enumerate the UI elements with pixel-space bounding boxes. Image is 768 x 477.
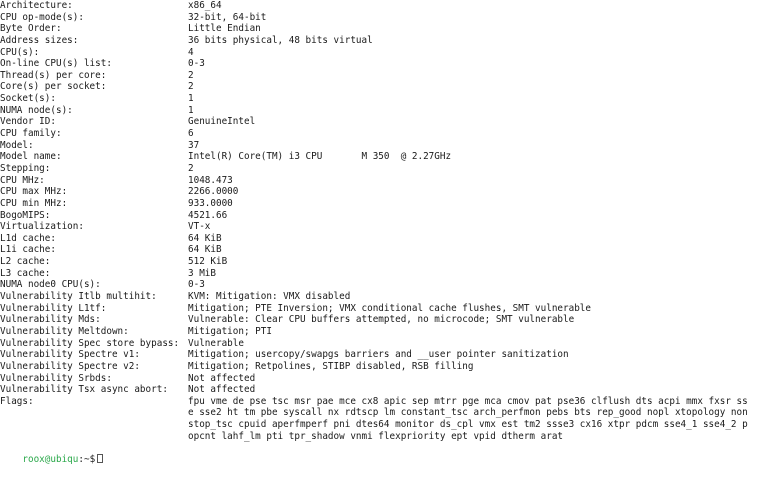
- output-row: [0, 58, 768, 70]
- row-key: Architecture:: [0, 0, 73, 11]
- output-row: [0, 244, 768, 256]
- row-value: 64 KiB: [188, 232, 222, 244]
- output-row: [0, 396, 768, 408]
- row-value: 512 KiB: [188, 256, 228, 268]
- row-value: Vulnerable: [188, 337, 244, 349]
- flags-continuation-line: opcnt lahf_lm pti tpr_shadow vnmi flexpriority ept vpid dtherm arat: [188, 430, 564, 442]
- row-value: 37: [188, 139, 200, 151]
- row-value: 6: [188, 128, 194, 140]
- output-row: [0, 81, 768, 93]
- row-value: VT-x: [188, 221, 211, 233]
- row-key: L2 cache:: [0, 256, 51, 268]
- output-row: [0, 314, 768, 326]
- row-key: Stepping:: [0, 162, 51, 174]
- row-key: L3 cache:: [0, 267, 51, 279]
- row-value: Mitigation; PTI: [188, 325, 272, 337]
- row-key: L1i cache:: [0, 244, 56, 256]
- row-value: Vulnerable: Clear CPU buffers attempted, no microcode; SMT vulnerable: [188, 314, 575, 326]
- row-value: Mitigation; usercopy/swapgs barriers and __user pointer sanitization: [188, 349, 569, 361]
- row-key: Flags:: [0, 395, 34, 407]
- row-key: CPU(s):: [0, 46, 40, 58]
- row-value: 2266.0000: [188, 186, 239, 198]
- output-row: [0, 279, 768, 291]
- row-value: Not affected: [188, 384, 256, 396]
- row-value: 4: [188, 46, 194, 58]
- flags-continuation-line: stop_tsc cpuid aperfmperf pni dtes64 monitor ds_cpl vmx est tm2 ssse3 cx16 xtpr pdcm sse4_1 sse4_2 p: [188, 419, 748, 431]
- row-key: BogoMIPS:: [0, 209, 51, 221]
- flags-continuation: [0, 407, 768, 442]
- row-value: 1: [188, 93, 194, 105]
- row-key: On-line CPU(s) list:: [0, 58, 112, 70]
- output-row: [0, 116, 768, 128]
- prompt-symbol: :~$: [78, 454, 96, 465]
- row-key: CPU MHz:: [0, 174, 45, 186]
- output-row: [0, 256, 768, 268]
- row-key: Thread(s) per core:: [0, 69, 107, 81]
- output-row: [0, 349, 768, 361]
- shell-prompt[interactable]: [0, 442, 768, 465]
- row-value: 0-3: [188, 58, 205, 70]
- output-row: [0, 47, 768, 59]
- row-value: 64 KiB: [188, 244, 222, 256]
- output-row: [0, 93, 768, 105]
- row-value: 1: [188, 104, 194, 116]
- output-row: [0, 268, 768, 280]
- output-row: [0, 175, 768, 187]
- output-row: [0, 373, 768, 385]
- row-key: Vulnerability L1tf:: [0, 302, 107, 314]
- row-value: 2: [188, 81, 194, 93]
- row-value: Not affected: [188, 372, 256, 384]
- row-key: Address sizes:: [0, 34, 79, 46]
- output-row: [0, 326, 768, 338]
- row-value: GenuineIntel: [188, 116, 256, 128]
- row-key: Vulnerability Spec store bypass:: [0, 337, 180, 349]
- output-row: [0, 163, 768, 175]
- row-value: Mitigation; Retpolines, STIBP disabled, RSB filling: [188, 360, 474, 372]
- row-key: L1d cache:: [0, 232, 56, 244]
- row-value: KVM: Mitigation: VMX disabled: [188, 291, 351, 303]
- output-row: [0, 140, 768, 152]
- row-key: Vulnerability Srbds:: [0, 372, 112, 384]
- output-row: [0, 338, 768, 350]
- row-key: Vendor ID:: [0, 116, 56, 128]
- output-row: [0, 35, 768, 47]
- row-key: Vulnerability Itlb multihit:: [0, 291, 157, 303]
- row-value: 4521.66: [188, 209, 228, 221]
- row-key: CPU min MHz:: [0, 197, 68, 209]
- row-key: NUMA node0 CPU(s):: [0, 279, 101, 291]
- output-row: [0, 0, 768, 12]
- row-key: CPU family:: [0, 128, 62, 140]
- row-key: NUMA node(s):: [0, 104, 73, 116]
- row-key: Vulnerability Meltdown:: [0, 325, 129, 337]
- output-row: [0, 384, 768, 396]
- row-value: Mitigation; PTE Inversion; VMX conditional cache flushes, SMT vulnerable: [188, 302, 591, 314]
- row-key: CPU max MHz:: [0, 186, 68, 198]
- flags-continuation-line: e sse2 ht tm pbe syscall nx rdtscp lm constant_tsc arch_perfmon pebs bts rep_good nopl xtopology non: [188, 407, 748, 419]
- row-key: Socket(s):: [0, 93, 56, 105]
- row-key: Virtualization:: [0, 221, 84, 233]
- row-key: Vulnerability Mds:: [0, 314, 101, 326]
- output-row: [0, 151, 768, 163]
- output-row: [0, 12, 768, 24]
- row-value: fpu vme de pse tsc msr pae mce cx8 apic sep mtrr pge mca cmov pat pse36 clflush dts acpi mmx fxsr ss: [188, 395, 748, 407]
- row-value: 2: [188, 69, 194, 81]
- output-row: [0, 23, 768, 35]
- text-cursor: [97, 454, 103, 463]
- row-value: 933.0000: [188, 197, 233, 209]
- row-key: Byte Order:: [0, 23, 62, 35]
- row-value: Little Endian: [188, 23, 261, 35]
- output-row: [0, 210, 768, 222]
- row-value: x86_64: [188, 0, 222, 11]
- row-value: Intel(R) Core(TM) i3 CPU M 350 @ 2.27GHz: [188, 151, 452, 163]
- row-key: CPU op-mode(s):: [0, 11, 84, 23]
- row-value: 3 MiB: [188, 267, 216, 279]
- row-key: Vulnerability Spectre v2:: [0, 360, 140, 372]
- output-row: [0, 233, 768, 245]
- output-row: [0, 186, 768, 198]
- row-key: Vulnerability Spectre v1:: [0, 349, 140, 361]
- row-key: Vulnerability Tsx async abort:: [0, 384, 168, 396]
- output-row: [0, 198, 768, 210]
- output-row: [0, 221, 768, 233]
- output-row: [0, 303, 768, 315]
- output-row: [0, 105, 768, 117]
- row-key: Core(s) per socket:: [0, 81, 107, 93]
- output-row: [0, 361, 768, 373]
- row-value: 1048.473: [188, 174, 233, 186]
- row-value: 2: [188, 162, 194, 174]
- output-row: [0, 291, 768, 303]
- output-row: [0, 70, 768, 82]
- row-value: 32-bit, 64-bit: [188, 11, 267, 23]
- row-value: 36 bits physical, 48 bits virtual: [188, 34, 373, 46]
- prompt-user: roox@ubiqu: [22, 454, 79, 465]
- output-row: [0, 128, 768, 140]
- row-value: 0-3: [188, 279, 205, 291]
- row-key: Model:: [0, 139, 34, 151]
- row-key: Model name:: [0, 151, 62, 163]
